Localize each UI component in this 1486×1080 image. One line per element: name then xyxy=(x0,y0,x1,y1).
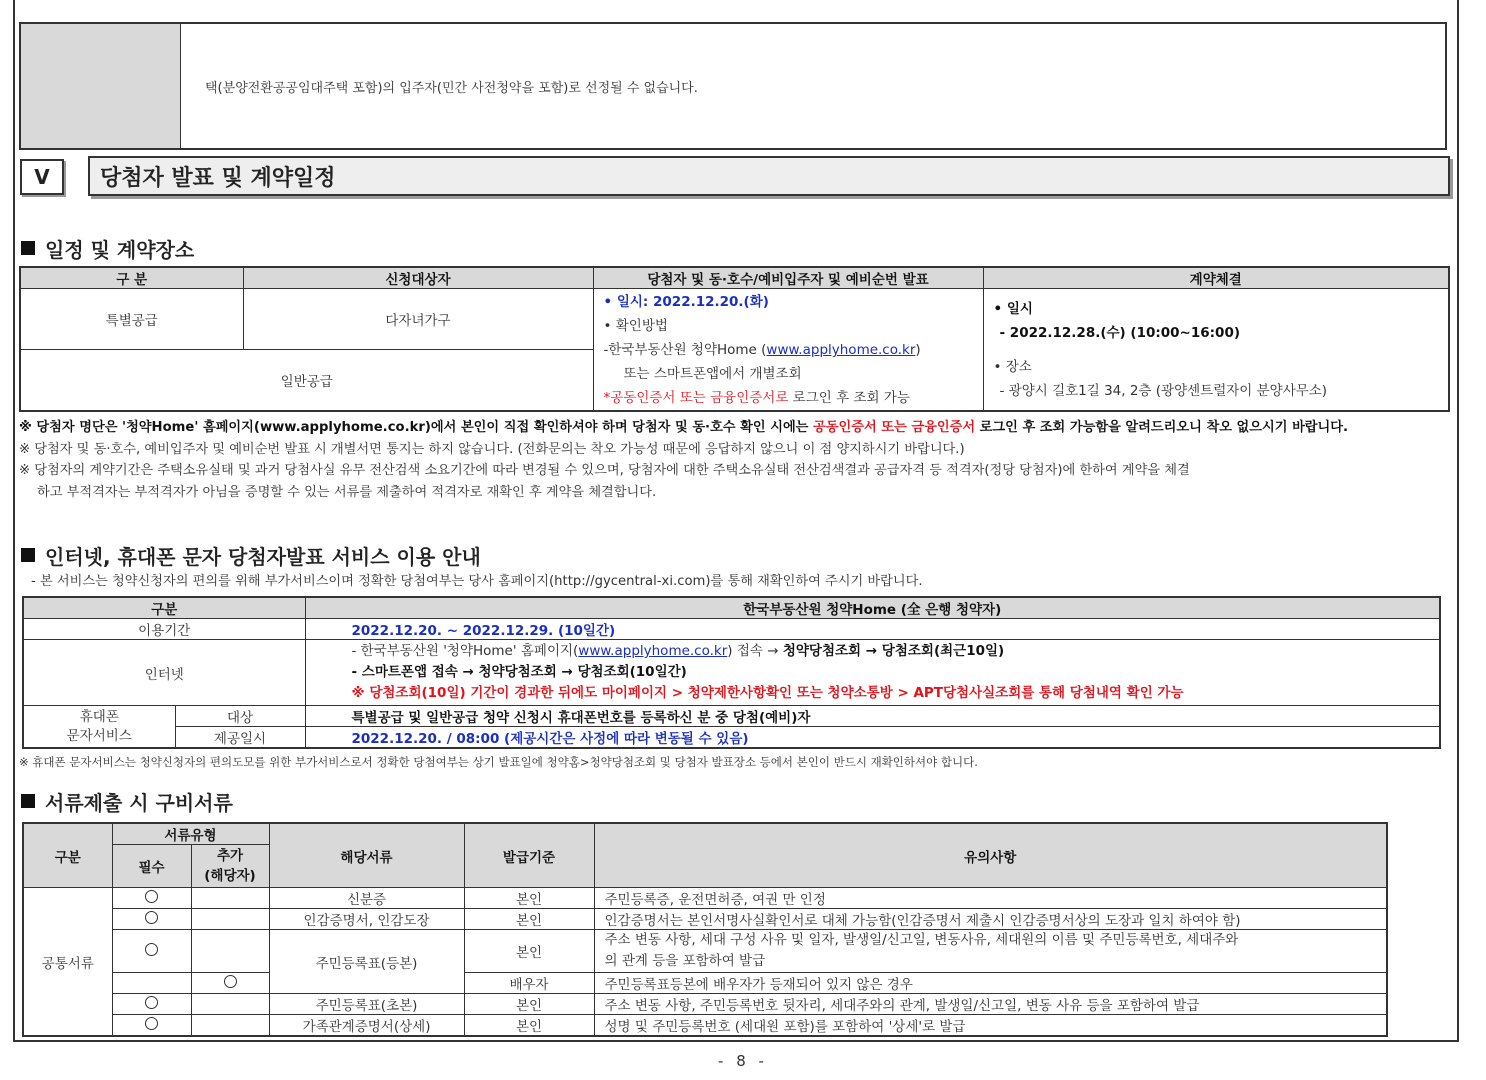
internet-method-1-pre: - 한국부동산원 '청약Home' 홈페이지( xyxy=(351,643,579,659)
required-mark xyxy=(112,930,191,973)
sms-footnote: ※ 휴대폰 문자서비스는 청약신청자의 편의도모를 위한 부가서비스로서 정확한 당첨여부는 상기 발표일에 청약홈>청약당첨조회 및 당첨자 발표장소 등에서 본인이 반드시 재확인하셔야 합니다. xyxy=(19,755,978,769)
docs-header-type: 구분 xyxy=(23,823,112,888)
contract-date-value: - 2022.12.28.(수) (10:00~16:00) xyxy=(999,325,1241,341)
docs-header-doc: 해당서류 xyxy=(269,823,464,888)
announce-line1-post: ) xyxy=(915,342,921,358)
schedule-note-1 xyxy=(19,416,1348,435)
circle-mark-icon xyxy=(145,943,158,956)
sms-label-line2: 문자서비스 xyxy=(66,727,132,744)
sms-label xyxy=(23,706,175,749)
sms-time-value: 2022.12.20. / 08:00 (제공시간은 사정에 따라 변동될 수 있음) xyxy=(305,727,1440,749)
internet-header-right: 한국부동산원 청약Home (全 은행 청약자) xyxy=(305,597,1440,619)
docs-header-extra-line1: 추가 xyxy=(216,848,244,864)
internet-method-1-bold: 청약당첨조회 → 당첨조회(최근10일) xyxy=(782,643,1005,659)
internet-heading xyxy=(21,542,481,568)
section-title: 당첨자 발표 및 계약일정 xyxy=(88,156,1450,196)
docs-header-notes: 유의사항 xyxy=(594,823,1387,888)
doc-basis: 배우자 xyxy=(464,973,594,994)
schedule-note-3: ※ 당첨자의 계약기간은 주택소유실태 및 과거 당첨사실 유무 전산검색 소요기간에 따라 변경될 수 있으며, 당첨자에 대한 주택소유실태 전산검색결과 공급자격 등 적격자(정당 당첨자)에 한하여 계약을 체결 xyxy=(19,463,1190,478)
doc-basis: 본인 xyxy=(464,888,594,909)
circle-mark-icon xyxy=(145,1017,158,1030)
table-row xyxy=(23,973,1387,994)
continuation-box-label-cell xyxy=(21,24,181,148)
continuation-text: 택(분양전환공공임대주택 포함)의 입주자(민간 사전청약을 포함)로 선정될 수 없습니다. xyxy=(205,80,698,96)
docs-heading xyxy=(21,788,233,814)
schedule-note-1-red: 공동인증서 또는 금융인증서 xyxy=(813,420,976,435)
docs-header-extra-line2: (해당자) xyxy=(204,868,256,884)
table-row xyxy=(23,994,1387,1015)
announce-cell xyxy=(593,289,983,412)
contract-place-value: - 광양시 길호1길 34, 2층 (광양센트럴자이 분양사무소) xyxy=(999,383,1328,399)
doc-basis: 본인 xyxy=(464,1015,594,1037)
required-mark xyxy=(112,973,191,994)
docs-header-doc-type: 서류유형 xyxy=(112,823,269,845)
internet-methods xyxy=(305,640,1440,706)
period-value: 2022.12.20. ~ 2022.12.29. (10일간) xyxy=(305,619,1440,640)
docs-header-basis: 발급기준 xyxy=(464,823,594,888)
docs-header-required: 필수 xyxy=(112,845,191,888)
doc-note: 주민등록증, 운전면허증, 여권 만 인정 xyxy=(594,888,1387,909)
internet-method-2: - 스마트폰앱 접속 → 청약당첨조회 → 당첨조회(10일간) xyxy=(351,664,687,680)
section-number: V xyxy=(20,159,64,195)
announce-line3-post: 로그인 후 조회 가능 xyxy=(788,390,910,406)
doc-note: 성명 및 주민등록번호 (세대원 포함)를 포함하여 '상세'로 발급 xyxy=(594,1015,1387,1037)
square-bullet-icon xyxy=(21,241,35,255)
doc-note: 인감증명서는 본인서명사실확인서로 대체 가능함(인감증명서 제출시 인감증명서상의 도장과 일치 하여야 함) xyxy=(594,909,1387,930)
sms-target-label: 대상 xyxy=(175,706,305,727)
schedule-row2-type: 일반공급 xyxy=(20,350,593,411)
doc-note-line2: 의 관계 등을 포함하여 발급 xyxy=(604,953,766,969)
schedule-note-1-post: 로그인 후 조회 가능함을 알려드리오니 착오 없으시기 바랍니다. xyxy=(975,420,1349,435)
doc-note: 주소 변동 사항, 주민등록번호 뒷자리, 세대주와의 관계, 발생일/신고일, 변동 사유 등을 포함하여 발급 xyxy=(594,994,1387,1015)
contract-date-label: • 일시 xyxy=(993,301,1033,317)
internet-subtext: - 본 서비스는 청약신청자의 편의를 위해 부가서비스이며 정확한 당첨여부는 당사 홈페이지(http://gycentral-xi.com)를 통해 재확인하여 주시기 바랍니다. xyxy=(31,574,923,589)
extra-mark xyxy=(191,973,269,994)
table-row xyxy=(23,909,1387,930)
docs-table xyxy=(22,822,1388,1037)
announce-line3-star: * xyxy=(603,390,611,406)
table-row xyxy=(23,930,1387,973)
square-bullet-icon xyxy=(21,794,35,808)
extra-mark xyxy=(191,1015,269,1037)
required-mark xyxy=(112,909,191,930)
internet-method-1-mid: ) 접속 → xyxy=(727,643,783,659)
doc-note: 주민등록표등본에 배우자가 등재되어 있지 않은 경우 xyxy=(594,973,1387,994)
extra-mark xyxy=(191,909,269,930)
internet-header-left: 구분 xyxy=(23,597,305,619)
continuation-box xyxy=(19,22,1447,150)
internet-label: 인터넷 xyxy=(23,640,305,706)
schedule-header-target: 신청대상자 xyxy=(243,267,593,289)
contract-cell xyxy=(983,289,1449,412)
circle-mark-icon xyxy=(224,975,237,988)
required-mark xyxy=(112,1015,191,1037)
section-header xyxy=(20,156,1452,198)
announce-line3-red: 공동인증서 또는 금융인증서로 xyxy=(610,390,789,406)
schedule-note-2: ※ 당첨자 및 동·호수, 예비입주자 및 예비순번 발표 시 개별서면 통지는 하지 않습니다. (전화문의는 착오 가능성 때문에 응답하지 않으니 이 점 양지하시기 바랍니다.) xyxy=(19,442,965,457)
schedule-heading xyxy=(21,235,194,261)
circle-mark-icon xyxy=(145,996,158,1009)
docs-header-extra xyxy=(191,845,269,888)
page-number: - 8 - xyxy=(718,1052,768,1070)
schedule-header-contract: 계약체결 xyxy=(983,267,1449,289)
doc-basis: 본인 xyxy=(464,930,594,973)
doc-name: 신분증 xyxy=(269,888,464,909)
sms-target-value: 특별공급 및 일반공급 청약 신청시 휴대폰번호를 등록하신 분 중 당첨(예비)자 xyxy=(305,706,1440,727)
contract-place-label: • 장소 xyxy=(993,359,1032,375)
applyhome-link-2[interactable]: www.applyhome.co.kr xyxy=(578,643,728,659)
internet-method-3: ※ 당첨조회(10일) 기간이 경과한 뒤에도 마이페이지 > 청약제한사항확인 또는 청약소통방 > APT당첨사실조회를 통해 당첨내역 확인 가능 xyxy=(351,685,1184,701)
doc-name: 주민등록표(초본) xyxy=(269,994,464,1015)
sms-time-label: 제공일시 xyxy=(175,727,305,749)
extra-mark xyxy=(191,994,269,1015)
internet-method-1 xyxy=(352,641,1440,662)
docs-heading-text: 서류제출 시 구비서류 xyxy=(45,790,233,815)
doc-basis: 본인 xyxy=(464,994,594,1015)
doc-note xyxy=(594,930,1387,973)
schedule-heading-text: 일정 및 계약장소 xyxy=(45,237,195,262)
extra-mark xyxy=(191,888,269,909)
sms-label-line1: 휴대폰 xyxy=(79,708,119,725)
internet-heading-text: 인터넷, 휴대폰 문자 당첨자발표 서비스 이용 안내 xyxy=(45,544,481,569)
announce-line1 xyxy=(604,338,983,362)
schedule-row1-target: 다자녀가구 xyxy=(243,289,593,350)
table-row xyxy=(23,1015,1387,1037)
doc-note-line1: 주소 변동 사항, 세대 구성 사유 및 일자, 발생일/신고일, 변동사유, 세대원의 이름 및 주민등록번호, 세대주와 xyxy=(604,932,1239,948)
internet-table xyxy=(22,596,1441,749)
square-bullet-icon xyxy=(21,548,35,562)
applyhome-link[interactable]: www.applyhome.co.kr xyxy=(766,342,916,358)
schedule-header-type: 구 분 xyxy=(20,267,243,289)
required-mark xyxy=(112,888,191,909)
docs-group: 공통서류 xyxy=(23,888,112,1037)
doc-basis: 본인 xyxy=(464,909,594,930)
table-row xyxy=(23,888,1387,909)
circle-mark-icon xyxy=(145,890,158,903)
schedule-table xyxy=(19,266,1450,412)
announce-line2: 또는 스마트폰앱에서 개별조회 xyxy=(623,366,802,382)
required-mark xyxy=(112,994,191,1015)
doc-name: 주민등록표(등본) xyxy=(269,930,464,994)
schedule-note-1-pre: ※ 당첨자 명단은 '청약Home' 홈페이지(www.applyhome.co.kr)에서 본인이 직접 확인하셔야 하며 당첨자 및 동·호수 확인 시에는 xyxy=(19,420,814,435)
announce-line1-pre: -한국부동산원 청약Home ( xyxy=(603,342,767,358)
extra-mark xyxy=(191,930,269,973)
circle-mark-icon xyxy=(145,911,158,924)
schedule-header-announce: 당첨자 및 동·호수/예비입주자 및 예비순번 발표 xyxy=(593,267,983,289)
schedule-row1-type: 특별공급 xyxy=(20,289,243,350)
announce-method: • 확인방법 xyxy=(603,318,668,334)
announce-date: • 일시: 2022.12.20.(화) xyxy=(603,294,769,310)
schedule-note-3b: 하고 부적격자는 부적격자가 아님을 증명할 수 있는 서류를 제출하여 적격자로 재확인 후 계약을 체결합니다. xyxy=(37,485,657,500)
announce-line3 xyxy=(604,386,983,410)
doc-name: 인감증명서, 인감도장 xyxy=(269,909,464,930)
period-label: 이용기간 xyxy=(23,619,305,640)
doc-name: 가족관계증명서(상세) xyxy=(269,1015,464,1037)
